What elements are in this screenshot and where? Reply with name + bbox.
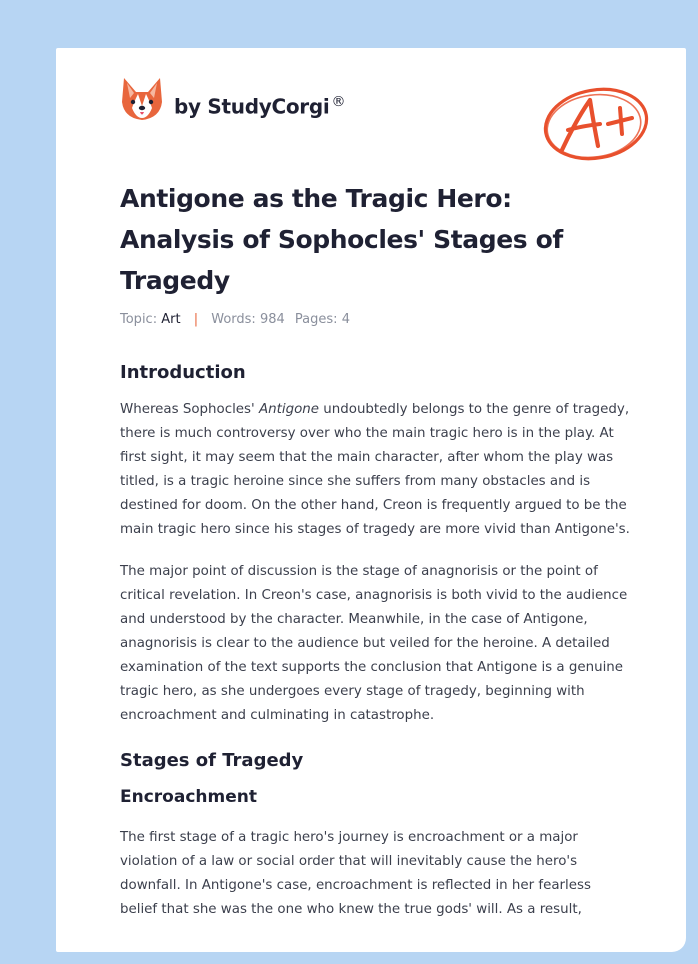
- heading-stages-of-tragedy: Stages of Tragedy: [120, 750, 304, 771]
- brand-name[interactable]: by StudyCorgi ®: [174, 94, 346, 119]
- essay-meta: [120, 312, 630, 332]
- heading-encroachment: Encroachment: [120, 787, 257, 807]
- topic-label: Topic:: [120, 312, 158, 327]
- paragraph-intro-1: Whereas Sophocles' Antigone undoubtedly belongs to the genre of tragedy, there is much controversy over who the main tragic hero is in the play. At first sight, it may seem that the main character, after whom the play was titled, is a tragic heroine since she suffers from many obstacles and is destined for doom. On the other hand, Creon is frequently argued to be the main tragic hero since his stages of tragedy are more vivid than Antigone's.: [120, 402, 630, 537]
- italic-title: Antigone: [258, 402, 320, 417]
- grade-text: A+: [540, 84, 542, 85]
- header: [120, 76, 650, 146]
- words-label: Words:: [211, 312, 256, 327]
- topic-link[interactable]: Art: [161, 312, 181, 327]
- paragraph-intro-2: The major point of discussion is the stage of anagnorisis or the point of critical revelation. In Creon's case, anagnorisis is both vivid to the audience and understood by the character. Meanwhile, in the case of Antigone, anagnorisis is clear to the audience but veiled for the heroine. A detailed examination of the text supports the conclusion that Antigone is a genuine tragic hero, as she undergoes every stage of tragedy, beginning with encroachment and culminating in catastrophe.: [120, 564, 628, 723]
- corgi-logo-icon[interactable]: [120, 76, 164, 122]
- essay-title: Antigone as the Tragic Hero: Analysis of Sophocles' Stages of Tragedy: [120, 184, 563, 295]
- heading-introduction: Introduction: [120, 362, 246, 383]
- words-value: 984: [259, 312, 285, 327]
- meta-separator: |: [193, 312, 199, 327]
- essay-page: [56, 48, 686, 952]
- pages-value: 4: [341, 312, 350, 327]
- essay-content: [120, 178, 630, 922]
- registered-mark: ®: [331, 94, 346, 110]
- paragraph-encroachment-1: The first stage of a tragic hero's journey is encroachment or a major violation of a law or social order that will inevitably cause the hero's downfall. In Antigone's case, encroachment is reflected in her fearless belief that she was the one who knew the true gods' will. As a result,: [120, 830, 591, 917]
- pages-label: Pages:: [294, 312, 338, 327]
- a-plus-grade-icon: [540, 84, 650, 168]
